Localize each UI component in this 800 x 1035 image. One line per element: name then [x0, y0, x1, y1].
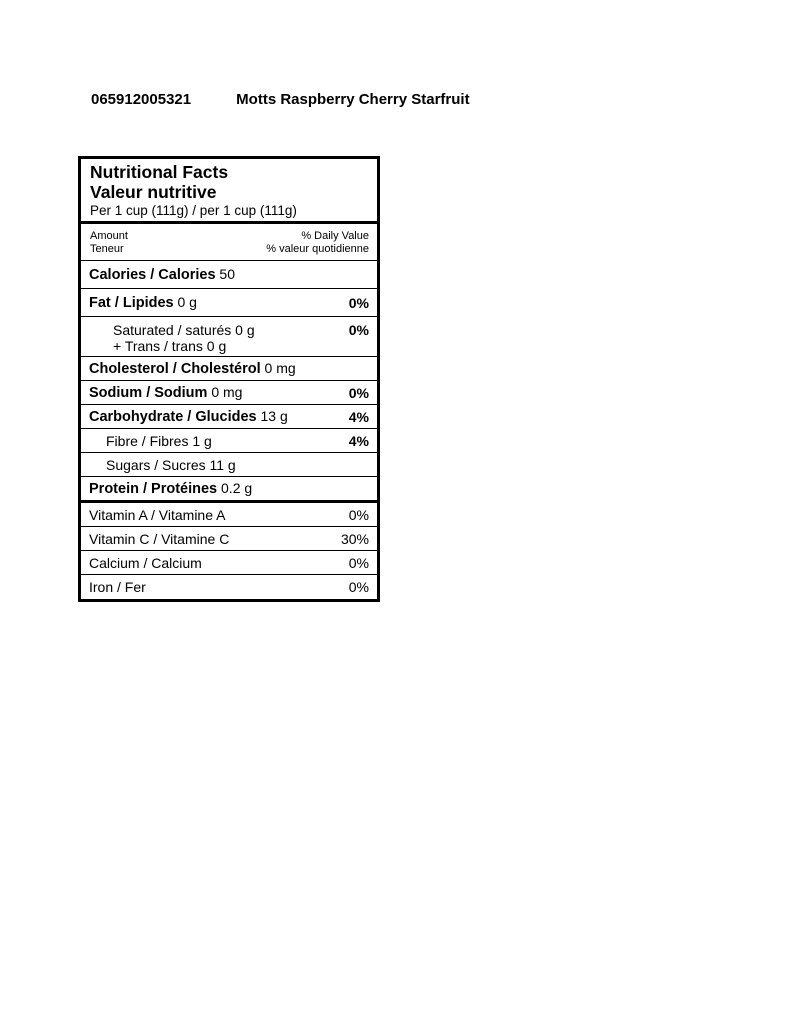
- fibre-label: Fibre / Fibres 1 g: [106, 432, 212, 449]
- fat-label: Fat / Lipides: [89, 295, 174, 311]
- document-header: [91, 91, 470, 108]
- upc-code: 065912005321: [91, 91, 192, 108]
- sugars-row: [81, 453, 377, 477]
- carbohydrate-row: [81, 405, 377, 429]
- fat-value: 0 g: [177, 294, 197, 310]
- fibre-row: [81, 429, 377, 453]
- vitamin-a-daily-value: 0%: [348, 506, 369, 523]
- vitamin-c-daily-value: 30%: [340, 530, 369, 547]
- carbohydrate-label: Carbohydrate / Glucides: [89, 409, 257, 425]
- cholesterol-label: Cholesterol / Cholestérol: [89, 361, 261, 377]
- iron-daily-value: 0%: [348, 579, 369, 595]
- title-french: Valeur nutritive: [90, 182, 217, 202]
- amount-english: Amount: [90, 230, 128, 242]
- fibre-daily-value: 4%: [348, 432, 369, 449]
- calories-label: Calories / Calories: [89, 267, 216, 283]
- sodium-value: 0 mg: [211, 384, 243, 400]
- panel-titles: [81, 159, 377, 224]
- serving-size: Per 1 cup (111g) / per 1 cup (111g): [90, 203, 297, 218]
- protein-label: Protein / Protéines: [89, 481, 218, 497]
- carbohydrate-daily-value: 4%: [348, 408, 369, 425]
- saturated-label: Saturated / saturés 0 g: [113, 322, 255, 338]
- iron-row: [81, 575, 377, 599]
- carbohydrate-value: 13 g: [260, 408, 288, 424]
- vitamin-c-label: Vitamin C / Vitamine C: [89, 530, 230, 547]
- calcium-daily-value: 0%: [348, 554, 369, 571]
- vitamin-a-label: Vitamin A / Vitamine A: [89, 506, 226, 523]
- cholesterol-row: [81, 357, 377, 381]
- daily-value-labels: [266, 230, 369, 256]
- amount-labels: [90, 230, 128, 256]
- saturated-daily-value: 0%: [348, 322, 369, 338]
- daily-value-english: % Daily Value: [301, 230, 369, 242]
- calories-value: 50: [219, 266, 235, 282]
- calories-row: [81, 261, 377, 289]
- fat-daily-value: 0%: [348, 294, 369, 311]
- iron-label: Iron / Fer: [89, 579, 146, 595]
- amount-header-row: [81, 224, 377, 261]
- sodium-row: [81, 381, 377, 405]
- calcium-label: Calcium / Calcium: [89, 554, 202, 571]
- trans-label: + Trans / trans 0 g: [113, 338, 227, 354]
- calcium-row: [81, 551, 377, 575]
- sodium-daily-value: 0%: [348, 384, 369, 401]
- title-english: Nutritional Facts: [90, 162, 229, 182]
- protein-value: 0.2 g: [221, 480, 253, 496]
- cholesterol-value: 0 mg: [264, 360, 296, 376]
- amount-french: Teneur: [90, 243, 124, 255]
- product-name: Motts Raspberry Cherry Starfruit: [236, 91, 470, 108]
- fat-row: [81, 289, 377, 317]
- sugars-label: Sugars / Sucres 11 g: [106, 456, 236, 473]
- protein-row: [81, 477, 377, 503]
- vitamin-c-row: [81, 527, 377, 551]
- vitamin-a-row: [81, 503, 377, 527]
- daily-value-french: % valeur quotidienne: [266, 243, 369, 255]
- sodium-label: Sodium / Sodium: [89, 385, 208, 401]
- nutrition-facts-panel: [78, 156, 380, 602]
- saturated-trans-row: [81, 317, 377, 357]
